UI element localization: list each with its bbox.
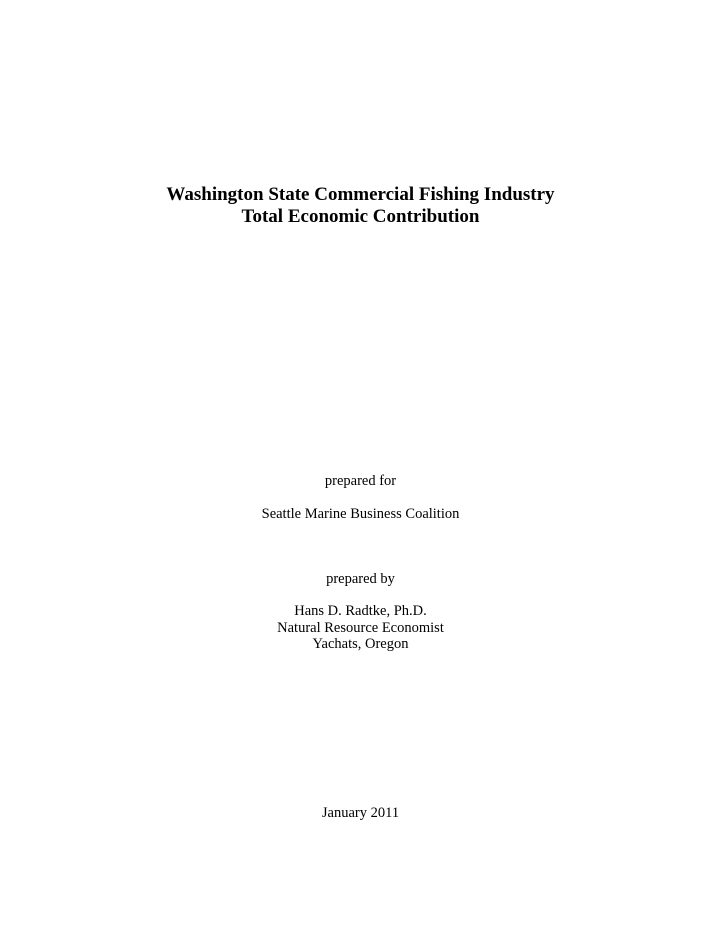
- document-title-line-1: Washington State Commercial Fishing Industry: [166, 184, 555, 205]
- author-name: Hans D. Radtke, Ph.D.: [294, 603, 427, 619]
- prepared-for-organization: Seattle Marine Business Coalition: [261, 506, 460, 522]
- document-title-line-2: Total Economic Contribution: [241, 206, 480, 227]
- author-role: Natural Resource Economist: [277, 620, 444, 636]
- publication-date: January 2011: [321, 805, 400, 821]
- prepared-by-label: prepared by: [326, 571, 395, 587]
- author-location: Yachats, Oregon: [312, 636, 409, 652]
- prepared-for-label: prepared for: [324, 473, 397, 489]
